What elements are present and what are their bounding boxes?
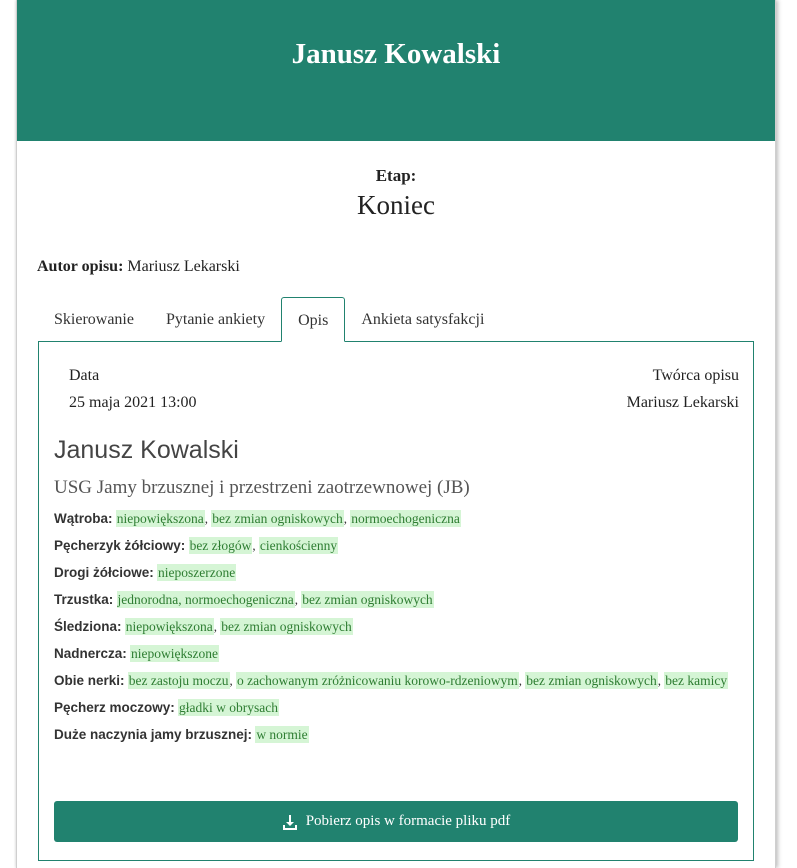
creator-label: Twórca opisu: [652, 367, 739, 384]
creator-block: [627, 362, 739, 416]
finding-row: Trzustka: jednorodna, normoechogeniczna, bez zmian ogniskowych: [54, 592, 433, 607]
finding-row: Wątroba: niepowiększona, bez zmian ogniskowych, normoechogeniczna: [54, 511, 460, 526]
finding-label: Duże naczynia jamy brzusznej:: [54, 727, 253, 742]
finding-row: [54, 640, 744, 667]
download-icon: [282, 814, 298, 830]
finding-value: bez zmian ogniskowych: [221, 619, 352, 634]
tab-skierowanie[interactable]: Skierowanie: [54, 311, 134, 328]
download-label: Pobierz opis w formacie pliku pdf: [305, 813, 511, 829]
finding-label: Pęcherzyk żółciowy:: [54, 538, 186, 553]
finding-label: Drogi żółciowe:: [54, 565, 154, 580]
author-label: Autor opisu:: [37, 258, 124, 275]
finding-value: bez zastoju moczu: [128, 673, 229, 688]
stage-label: Etap:: [375, 166, 417, 185]
finding-value: jednorodna, normoechogeniczna: [117, 592, 294, 607]
finding-label: Nadnercza:: [54, 646, 127, 661]
tab-pytanie-ankiety[interactable]: Pytanie ankiety: [165, 311, 266, 328]
finding-value: nieposzerzone: [158, 565, 236, 580]
download-pdf-button[interactable]: [54, 801, 738, 842]
findings-list: [54, 505, 744, 748]
finding-value: cienkościenny: [259, 538, 338, 553]
tab-ankieta-satysfakcji[interactable]: Ankieta satysfakcji: [361, 311, 485, 328]
stage-value: Koniec: [357, 190, 435, 220]
finding-value: gładki w obrysach: [179, 700, 279, 715]
creator-value: Mariusz Lekarski: [626, 394, 739, 411]
exam-title: USG Jamy brzusznej i przestrzeni zaotrzewnowej (JB): [54, 477, 470, 498]
tab-bar: [38, 297, 500, 342]
finding-row: [54, 694, 744, 721]
author-name: Mariusz Lekarski: [127, 258, 240, 275]
finding-value: niepowiększona: [125, 619, 213, 634]
finding-value: w normie: [256, 727, 308, 742]
date-value: 25 maja 2021 13:00: [69, 394, 197, 411]
finding-value: bez zmian ogniskowych: [212, 511, 343, 526]
page-container: [16, 0, 776, 868]
finding-value: bez zmian ogniskowych: [526, 673, 657, 688]
finding-value: niepowiększona: [116, 511, 204, 526]
finding-row: [54, 721, 744, 748]
finding-label: Pęcherz moczowy:: [54, 700, 175, 715]
finding-value: normoechogeniczna: [351, 511, 460, 526]
finding-label: Trzustka:: [54, 592, 114, 607]
author-line: [37, 258, 240, 276]
page-title: Janusz Kowalski: [291, 38, 501, 70]
finding-label: Obie nerki:: [54, 673, 125, 688]
page-header: [17, 0, 775, 141]
finding-label: Śledziona:: [54, 619, 122, 634]
finding-value: bez kamicy: [665, 673, 728, 688]
description-panel: [38, 341, 754, 861]
date-label: Data: [69, 367, 100, 384]
finding-value: bez zmian ogniskowych: [302, 592, 433, 607]
finding-value: o zachowanym zróżnicowaniu korowo-rdzeniowym: [237, 673, 518, 688]
finding-label: Wątroba:: [54, 511, 113, 526]
patient-name: Janusz Kowalski: [54, 436, 239, 464]
finding-row: Obie nerki: bez zastoju moczu, o zachowanym zróżnicowaniu korowo-rdzeniowym, bez zmian ogniskowych, bez kamicy: [54, 673, 728, 688]
tab-opis[interactable]: Opis: [281, 297, 345, 342]
finding-row: Pęcherzyk żółciowy: bez złogów, cienkościenny: [54, 538, 338, 553]
finding-row: Śledziona: niepowiększona, bez zmian ogniskowych: [54, 619, 352, 634]
finding-row: [54, 559, 744, 586]
finding-value: niepowiększone: [131, 646, 219, 661]
date-block: [69, 362, 197, 416]
stage-section: [17, 166, 775, 221]
finding-value: bez złogów: [189, 538, 252, 553]
